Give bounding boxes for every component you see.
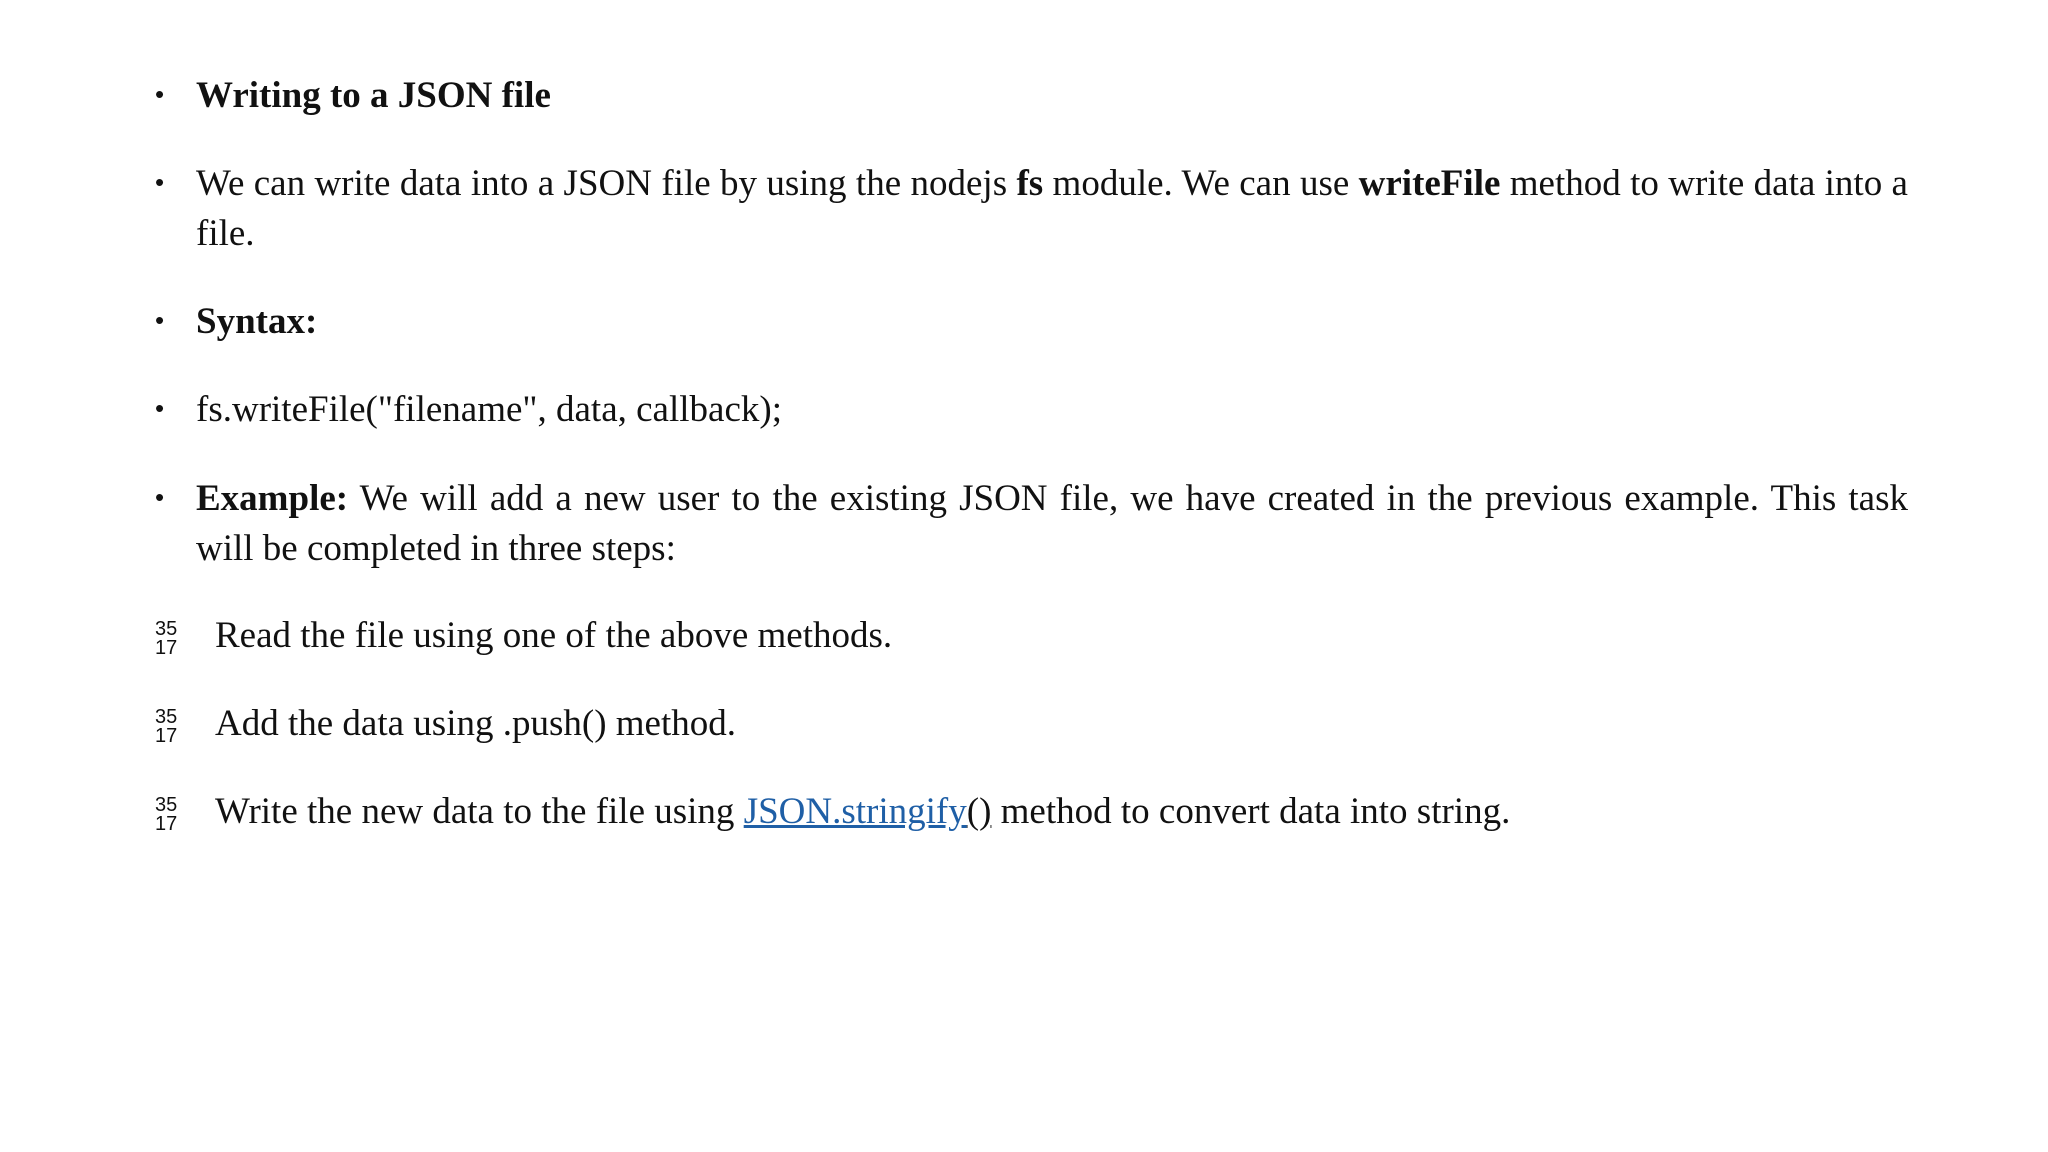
step-item-3 [155, 787, 1908, 837]
step-text [215, 787, 1908, 837]
bullet-dot: • [155, 167, 165, 197]
marker-bottom: 17 [155, 813, 178, 835]
bullet-item-description [155, 159, 1908, 259]
text-run: method to convert data into string. [991, 791, 1511, 832]
bold-writefile: writeFile [1358, 163, 1501, 204]
bullet-text [196, 159, 1908, 259]
marker-bottom: 17 [155, 637, 178, 659]
example-label: Example: [196, 478, 349, 519]
text-run: module. We can use [1043, 163, 1359, 204]
step-marker [155, 795, 195, 833]
step-marker [155, 707, 195, 745]
bullet-item-heading [155, 71, 1908, 121]
text-run: We will add a new user to the existing JSON file, we have created in the previous example. This task will be completed in three steps: [196, 478, 1908, 569]
syntax-label: Syntax: [196, 301, 318, 342]
bold-fs: fs [1016, 163, 1044, 204]
text-run: We can write data into a JSON file by using the nodejs [196, 163, 1017, 204]
step-item-2 [155, 699, 1908, 749]
bullet-text [196, 71, 1908, 121]
bullet-dot: • [155, 79, 165, 109]
bullet-item-syntax [155, 297, 1908, 347]
bullet-dot: • [155, 305, 165, 335]
marker-top: 35 [155, 794, 178, 816]
text-run: method to write data into a file. [196, 163, 1908, 254]
step-item-1 [155, 611, 1908, 661]
bullet-dot: • [155, 393, 165, 423]
marker-top: 35 [155, 706, 178, 728]
code-line: fs.writeFile("filename", data, callback); [196, 389, 782, 430]
step-marker [155, 619, 195, 657]
bullet-text [196, 297, 1908, 347]
text-run: Write the new data to the file using [215, 791, 744, 832]
json-stringify-link[interactable]: JSON.stringify [743, 791, 967, 832]
bullet-item-code [155, 385, 1908, 435]
bullet-item-example [155, 474, 1908, 574]
bullet-dot: • [155, 482, 165, 512]
step-text: Read the file using one of the above methods. [215, 615, 893, 656]
text-run: () [966, 791, 992, 832]
heading-writing-json: Writing to a JSON file [196, 75, 551, 116]
bullet-text [196, 474, 1908, 574]
step-text: Add the data using .push() method. [215, 703, 736, 744]
marker-bottom: 17 [155, 725, 178, 747]
marker-top: 35 [155, 618, 178, 640]
